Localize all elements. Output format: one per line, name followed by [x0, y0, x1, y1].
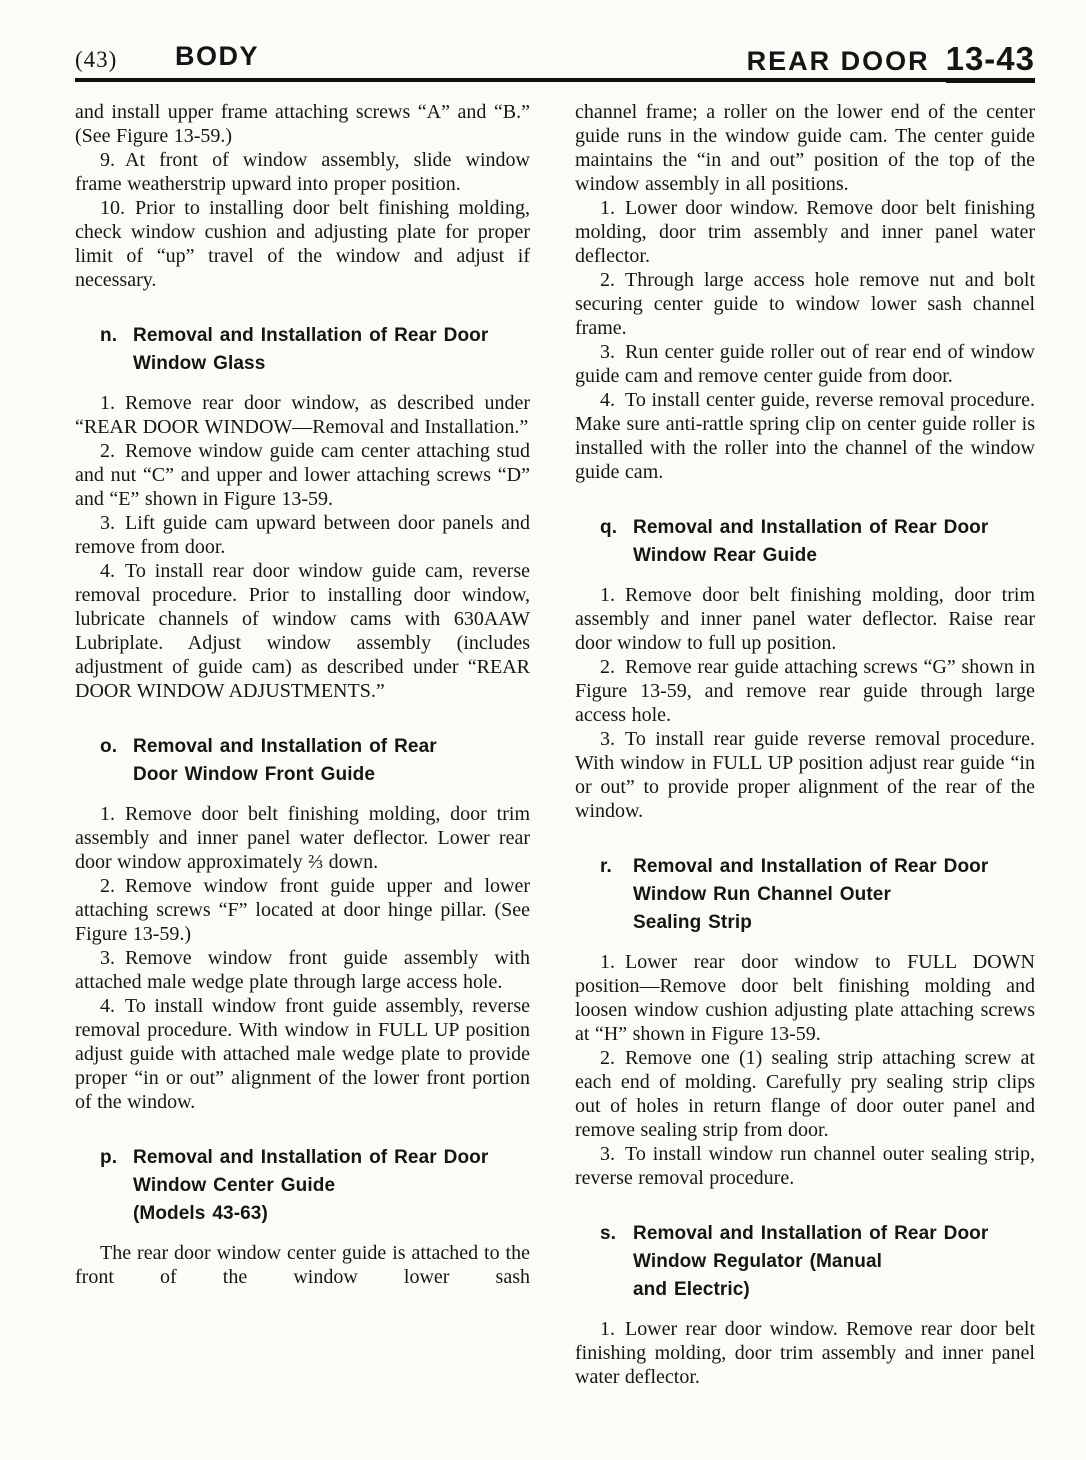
running-title-rear-door: REAR DOOR [746, 46, 930, 76]
heading-line: Window Glass [133, 353, 266, 374]
section-heading-p [75, 1144, 530, 1228]
section-heading-s [575, 1220, 1035, 1304]
para-o-step-1: 1. Remove door belt finishing molding, door trim assembly and inner panel water deflector. Lower rear door window approximately ⅔ down. [75, 803, 530, 873]
heading-line: Removal and Installation of Rear [133, 736, 437, 757]
para-n-step-4: 4. To install rear door window guide cam, reverse removal procedure. Prior to installing door window, lubricate channels of window cams with 630AAW Lubriplate. Adjust window assembly (includes adjustment of guide cam) as described under “REAR DOOR WINDOW ADJUSTMENTS.” [75, 560, 530, 702]
right-column [575, 100, 1035, 1389]
para-n-step-2: 2. Remove window guide cam center attaching stud and nut “C” and upper and lower attaching screws “D” and “E” shown in Figure 13-59. [75, 440, 530, 510]
page-header [75, 40, 1035, 78]
para-q-step-3: 3. To install rear guide reverse removal procedure. With window in FULL UP position adjust rear guide “in or out” to provide proper alignment of the rear of the window. [575, 728, 1035, 822]
section-title-s [633, 1220, 988, 1304]
para-s-step-1: 1. Lower rear door window. Remove rear door belt finishing molding, door trim assembly and inner panel water deflector. [575, 1318, 1035, 1388]
heading-line: Removal and Installation of Rear Door [133, 325, 489, 346]
page-number: 13-43 [946, 40, 1035, 83]
para-center-step-4: 4. To install center guide, reverse removal procedure. Make sure anti-rattle spring clip on center guide roller is installed with the roller into the channel of the window guide cam. [575, 389, 1035, 483]
section-title-p [133, 1144, 488, 1228]
heading-line: Removal and Installation of Rear Door [633, 517, 989, 538]
section-title-q [633, 514, 988, 570]
section-title-o [133, 733, 437, 789]
para-o-step-3: 3. Remove window front guide assembly with attached male wedge plate through large access hole. [75, 947, 530, 993]
heading-line: Door Window Front Guide [133, 764, 375, 785]
para-continued-channel-frame: channel frame; a roller on the lower end of the center guide runs in the window guide cam. The center guide maintains the “in and out” position of the top of the window assembly in all positions. [575, 101, 1035, 195]
para-center-step-3: 3. Run center guide roller out of rear end of window guide cam and remove center guide from door. [575, 341, 1035, 387]
section-heading-o [75, 733, 530, 789]
section-heading-n [75, 322, 530, 378]
section-label-n: n. [100, 325, 118, 346]
para-step-9: 9. At front of window assembly, slide window frame weatherstrip upward into proper position. [75, 149, 530, 195]
para-o-step-4: 4. To install window front guide assembly, reverse removal procedure. With window in FULL UP position adjust guide with attached male wedge plate to provide proper “in or out” alignment of the lower front portion of the window. [75, 995, 530, 1113]
section-heading-r [575, 853, 1035, 937]
para-o-step-2: 2. Remove window front guide upper and lower attaching screws “F” located at door hinge pillar. (See Figure 13-59.) [75, 875, 530, 945]
running-title-body: BODY [175, 41, 260, 71]
section-label-q: q. [600, 517, 618, 538]
para-r-step-1: 1. Lower rear door window to FULL DOWN position—Remove door belt finishing molding and loosen window cushion adjusting plate attaching screws at “H” shown in Figure 13-59. [575, 951, 1035, 1045]
heading-line: Removal and Installation of Rear Door [133, 1147, 489, 1168]
left-column [75, 100, 530, 1389]
heading-line: Sealing Strip [633, 912, 752, 933]
page-marker: (43) [75, 47, 118, 72]
heading-line: Removal and Installation of Rear Door [633, 1223, 989, 1244]
para-center-guide-intro: The rear door window center guide is attached to the front of the window lower sash [75, 1242, 530, 1288]
para-r-step-2: 2. Remove one (1) sealing strip attaching screw at each end of molding. Carefully pry sealing strip clips out of holes in return flange of door outer panel and remove sealing strip from door. [575, 1047, 1035, 1141]
heading-line: Window Regulator (Manual [633, 1251, 883, 1272]
section-label-s: s. [600, 1223, 617, 1244]
section-label-r: r. [600, 856, 612, 877]
para-n-step-3: 3. Lift guide cam upward between door panels and remove from door. [75, 512, 530, 558]
heading-line: Window Run Channel Outer [633, 884, 891, 905]
heading-line: Window Rear Guide [633, 545, 817, 566]
para-q-step-1: 1. Remove door belt finishing molding, door trim assembly and inner panel water deflector. Raise rear door window to full up position. [575, 584, 1035, 654]
header-rule [75, 78, 1035, 82]
para-center-step-1: 1. Lower door window. Remove door belt finishing molding, door trim assembly and inner panel water deflector. [575, 197, 1035, 267]
heading-line: Window Center Guide [133, 1175, 336, 1196]
para-r-step-3: 3. To install window run channel outer sealing strip, reverse removal procedure. [575, 1143, 1035, 1189]
section-title-r [633, 853, 988, 937]
para-center-step-2: 2. Through large access hole remove nut and bolt securing center guide to window lower sash channel frame. [575, 269, 1035, 339]
heading-line: (Models 43-63) [133, 1203, 268, 1224]
heading-line: and Electric) [633, 1279, 750, 1300]
section-label-p: p. [100, 1147, 118, 1168]
para-n-step-1: 1. Remove rear door window, as described under “REAR DOOR WINDOW—Removal and Installation.” [75, 392, 530, 438]
para-continued-install-screws: and install upper frame attaching screws “A” and “B.” (See Figure 13-59.) [75, 101, 530, 147]
section-label-o: o. [100, 736, 118, 757]
text-columns [75, 100, 1035, 1389]
para-q-step-2: 2. Remove rear guide attaching screws “G” shown in Figure 13-59, and remove rear guide through large access hole. [575, 656, 1035, 726]
section-heading-q [575, 514, 1035, 570]
section-title-n [133, 322, 488, 378]
para-step-10: 10. Prior to installing door belt finishing molding, check window cushion and adjusting plate for proper limit of “up” travel of the window and adjust if necessary. [75, 197, 530, 291]
header-right-group [747, 40, 1035, 83]
heading-line: Removal and Installation of Rear Door [633, 856, 989, 877]
